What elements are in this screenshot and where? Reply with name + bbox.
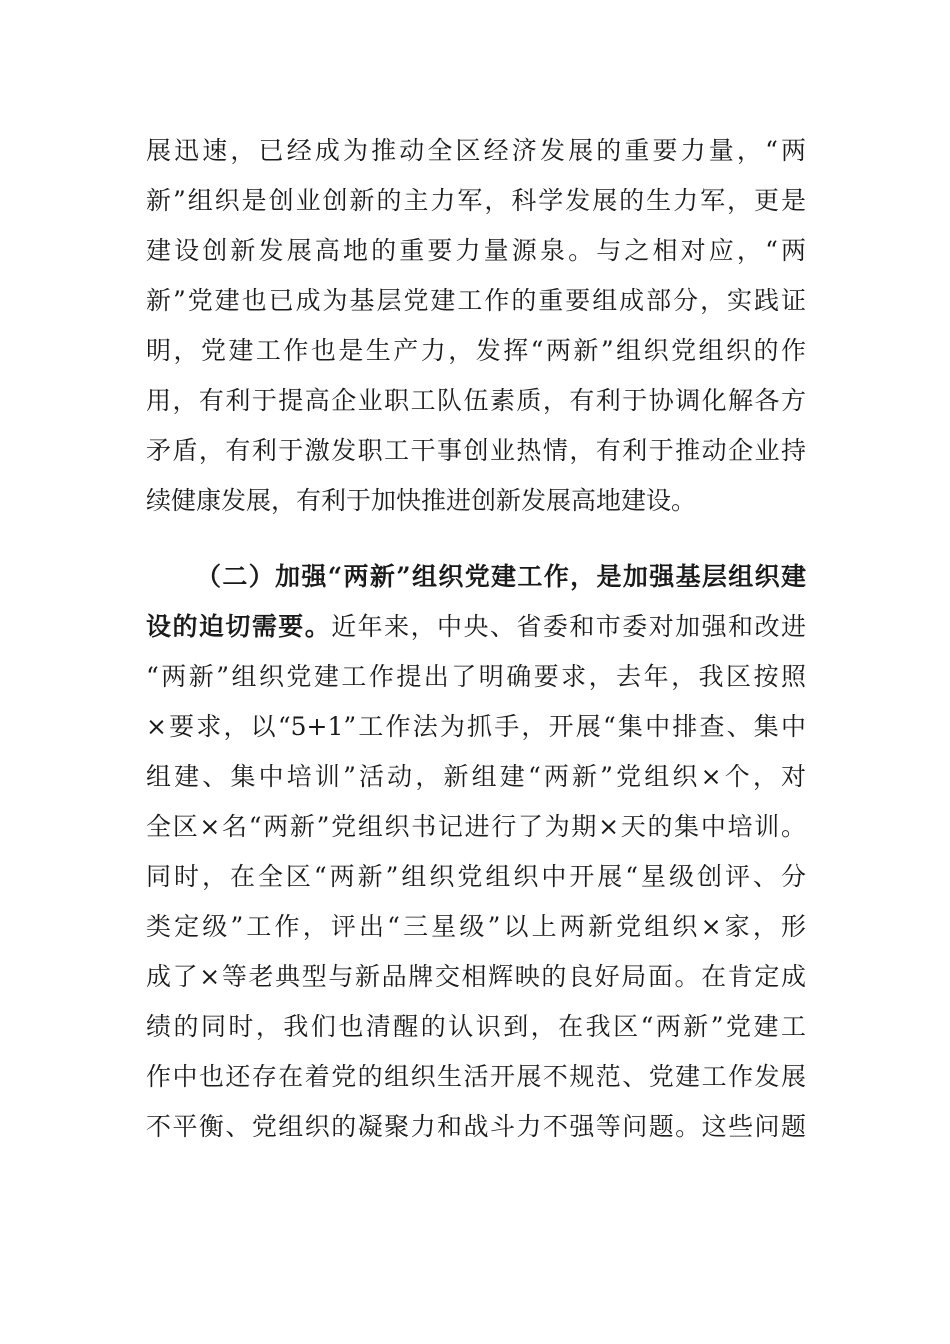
paragraph-line: 矛盾，有利于激发职工干事创业热情，有利于推动企业持 xyxy=(146,436,806,465)
paragraph-line: “两新”组织党建工作提出了明确要求，去年，我区按照 xyxy=(146,662,806,691)
paragraph-line: 用，有利于提高企业职工队伍素质，有利于协调化解各方 xyxy=(146,386,806,415)
paragraph-line: 绩的同时，我们也清醒的认识到，在我区“两新”党建工 xyxy=(146,1012,806,1041)
paragraph-line: 类定级”工作，评出“三星级”以上两新党组织×家，形 xyxy=(146,912,806,941)
section-heading: （二）加强“两新”组织党建工作，是加强基层组织建 xyxy=(196,562,806,591)
paragraph-line: 全区×名“两新”党组织书记进行了为期×天的集中培训。 xyxy=(146,812,806,841)
paragraph-line: 组建、集中培训”活动，新组建“两新”党组织×个，对 xyxy=(146,762,806,791)
paragraph-line: 明，党建工作也是生产力，发挥“两新”组织党组织的作 xyxy=(146,336,806,365)
paragraph-2 xyxy=(146,552,806,1152)
paragraph-line: 展迅速，已经成为推动全区经济发展的重要力量，“两 xyxy=(146,136,806,165)
paragraph-line xyxy=(146,602,806,652)
section-heading-end: 设的迫切需要。 xyxy=(146,612,332,641)
paragraph-line: 新”组织是创业创新的主力军，科学发展的生力军，更是 xyxy=(146,186,806,215)
paragraph-line: 新”党建也已成为基层党建工作的重要组成部分，实践证 xyxy=(146,286,806,315)
document-body xyxy=(146,126,806,1152)
paragraph-1 xyxy=(146,126,806,526)
paragraph-line: 同时，在全区“两新”组织党组织中开展“星级创评、分 xyxy=(146,862,806,891)
paragraph-line: 不平衡、党组织的凝聚力和战斗力不强等问题。这些问题 xyxy=(146,1112,806,1141)
paragraph-line: 续健康发展，有利于加快推进创新发展高地建设。 xyxy=(146,486,697,515)
paragraph-line: 建设创新发展高地的重要力量源泉。与之相对应，“两 xyxy=(146,236,806,265)
paragraph-line: 成了×等老典型与新品牌交相辉映的良好局面。在肯定成 xyxy=(146,962,806,991)
paragraph-line: 作中也还存在着党的组织生活开展不规范、党建工作发展 xyxy=(146,1062,806,1091)
paragraph-text: 近年来，中央、省委和市委对加强和改进 xyxy=(331,612,806,641)
paragraph-spacer xyxy=(146,526,806,552)
paragraph-line: ×要求，以“5+1”工作法为抓手，开展“集中排查、集中 xyxy=(146,712,806,741)
